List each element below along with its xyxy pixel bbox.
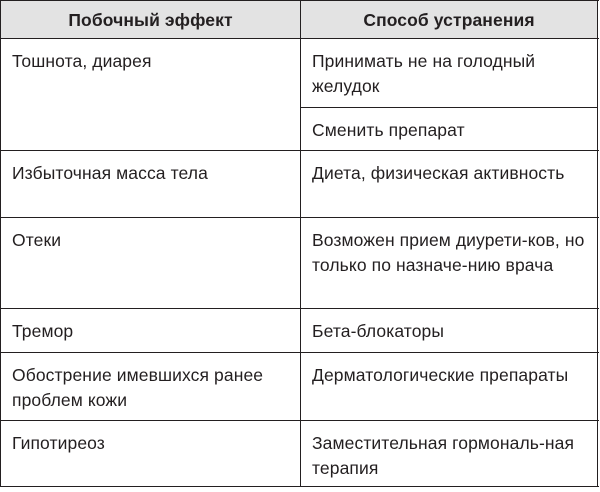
table-row [1, 421, 599, 487]
side-effect-cell: Тошнота, диарея [1, 39, 301, 150]
side-effect-cell: Обострение имевшихся ранее проблем кожи [1, 353, 301, 420]
remedy-option: Принимать не на голодный желудок [312, 51, 536, 96]
table-row [1, 218, 599, 309]
side-effect-cell: Гипотиреоз [1, 421, 301, 486]
table-row [1, 309, 599, 353]
side-effect-cell: Тремор [1, 309, 301, 352]
header-side-effect: Побочный эффект [1, 1, 301, 38]
remedy-cell: Диета, физическая активность [301, 151, 598, 217]
remedy-cell: Бета-блокаторы [301, 309, 598, 352]
header-remedy: Способ устранения [301, 1, 598, 38]
side-effect-cell: Отеки [1, 218, 301, 308]
table-row [1, 39, 599, 151]
remedy-cell: Заместительная гормональ-ная терапия [301, 421, 598, 486]
table-header [1, 1, 599, 39]
remedy-cell [301, 39, 598, 150]
remedy-option: Сменить препарат [301, 107, 597, 151]
side-effect-cell: Избыточная масса тела [1, 151, 301, 217]
remedy-cell: Дерматологические препараты [301, 353, 598, 420]
remedy-cell: Возможен прием диурети-ков, но только по назначе-нию врача [301, 218, 598, 308]
table-row [1, 353, 599, 421]
table-row [1, 151, 599, 218]
